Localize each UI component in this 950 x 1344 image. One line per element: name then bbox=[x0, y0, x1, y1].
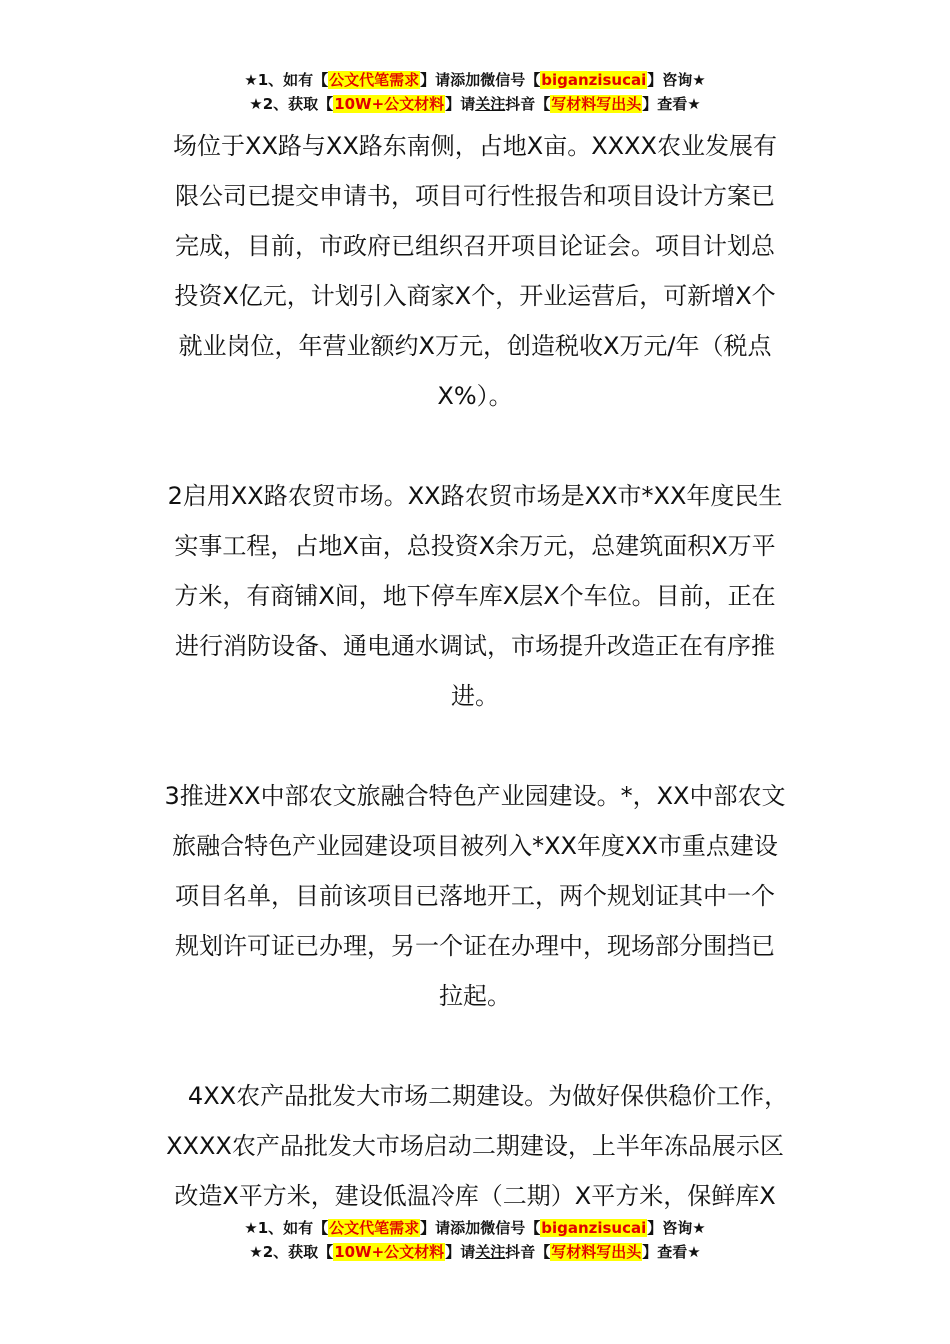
banner-highlight: 写材料写出头 bbox=[551, 1243, 642, 1261]
paragraph-gap bbox=[140, 721, 810, 771]
paragraph-gap bbox=[140, 1021, 810, 1071]
banner-text: 抖音【 bbox=[505, 95, 551, 113]
banner-highlight: 10W+公文材料 bbox=[334, 95, 445, 113]
text-line: 改造X平方米，建设低温冷库（二期）X平方米，保鲜库X bbox=[174, 1182, 776, 1210]
banner-emphasis: 关注 bbox=[475, 95, 506, 113]
banner-text: 抖音【 bbox=[505, 1243, 551, 1261]
banner-emphasis: 加 bbox=[465, 1219, 481, 1237]
text-line: 拉起。 bbox=[439, 982, 511, 1010]
banner-text: 】查看★ bbox=[642, 1243, 701, 1261]
paragraph-2 bbox=[140, 471, 810, 721]
banner-text: ★1、如有【 bbox=[244, 71, 329, 89]
banner-text: 微信号【 bbox=[480, 71, 541, 89]
banner-highlight: 公文代笔需求 bbox=[329, 1219, 420, 1237]
banner-line-2 bbox=[0, 92, 950, 116]
text-line: 旅融合特色产业园建设项目被列入*XX年度XX市重点建设 bbox=[172, 832, 778, 860]
banner-highlight: 公文代笔需求 bbox=[329, 71, 420, 89]
text-line: XXXX农产品批发大市场启动二期建设，上半年冻品展示区 bbox=[166, 1132, 784, 1160]
banner-highlight: biganzisucai bbox=[541, 71, 647, 89]
text-line: 投资X亿元，计划引入商家X个，开业运营后，可新增X个 bbox=[174, 282, 776, 310]
banner-highlight: 10W+公文材料 bbox=[334, 1243, 445, 1261]
banner-text: 】请 bbox=[445, 95, 476, 113]
banner-line-2 bbox=[0, 1240, 950, 1264]
paragraph-1 bbox=[140, 121, 810, 421]
footer-banner bbox=[0, 1216, 950, 1264]
banner-text: 】请 bbox=[445, 1243, 476, 1261]
text-line: 方米，有商铺X间，地下停车库X层X个车位。目前，正在 bbox=[174, 582, 776, 610]
text-line: 限公司已提交申请书，项目可行性报告和项目设计方案已 bbox=[175, 182, 775, 210]
banner-emphasis: 加 bbox=[465, 71, 481, 89]
text-line: 2启用XX路农贸市场。XX路农贸市场是XX市*XX年度民生 bbox=[167, 482, 783, 510]
banner-line-1 bbox=[0, 68, 950, 92]
text-line: 3推进XX中部农文旅融合特色产业园建设。*，XX中部农文 bbox=[164, 782, 786, 810]
banner-text: ★2、获取【 bbox=[249, 95, 334, 113]
header-banner bbox=[0, 68, 950, 116]
banner-emphasis: 关注 bbox=[475, 1243, 506, 1261]
text-line-content: 4XX农产品批发大市场二期建设。为做好保供稳价工作， bbox=[187, 1082, 789, 1110]
text-line: 进。 bbox=[451, 682, 499, 710]
banner-highlight: 写材料写出头 bbox=[551, 95, 642, 113]
text-line: 实事工程，占地X亩，总投资X余万元，总建筑面积X万平 bbox=[174, 532, 776, 560]
paragraph-gap bbox=[140, 421, 810, 471]
banner-text: 微信号【 bbox=[480, 1219, 541, 1237]
text-line bbox=[140, 1071, 810, 1121]
banner-text: 】咨询★ bbox=[647, 1219, 706, 1237]
banner-text: 】请添 bbox=[420, 1219, 466, 1237]
paragraph-4 bbox=[140, 1071, 810, 1221]
banner-text: ★2、获取【 bbox=[249, 1243, 334, 1261]
text-line: 完成，目前，市政府已组织召开项目论证会。项目计划总 bbox=[175, 232, 775, 260]
text-line: 就业岗位，年营业额约X万元，创造税收X万元/年（税点 bbox=[178, 332, 772, 360]
text-line: 场位于XX路与XX路东南侧，占地X亩。XXXX农业发展有 bbox=[173, 132, 777, 160]
banner-text: ★1、如有【 bbox=[244, 1219, 329, 1237]
banner-text: 】请添 bbox=[420, 71, 466, 89]
text-line: 进行消防设备、通电通水调试，市场提升改造正在有序推 bbox=[175, 632, 775, 660]
banner-text: 】查看★ bbox=[642, 95, 701, 113]
banner-line-1 bbox=[0, 1216, 950, 1240]
text-line: X%）。 bbox=[437, 382, 513, 410]
paragraph-3 bbox=[140, 771, 810, 1021]
banner-highlight: biganzisucai bbox=[541, 1219, 647, 1237]
text-line: 项目名单，目前该项目已落地开工，两个规划证其中一个 bbox=[175, 882, 775, 910]
banner-text: 】咨询★ bbox=[647, 71, 706, 89]
document-body bbox=[140, 121, 810, 1221]
text-line: 规划许可证已办理，另一个证在办理中，现场部分围挡已 bbox=[175, 932, 775, 960]
